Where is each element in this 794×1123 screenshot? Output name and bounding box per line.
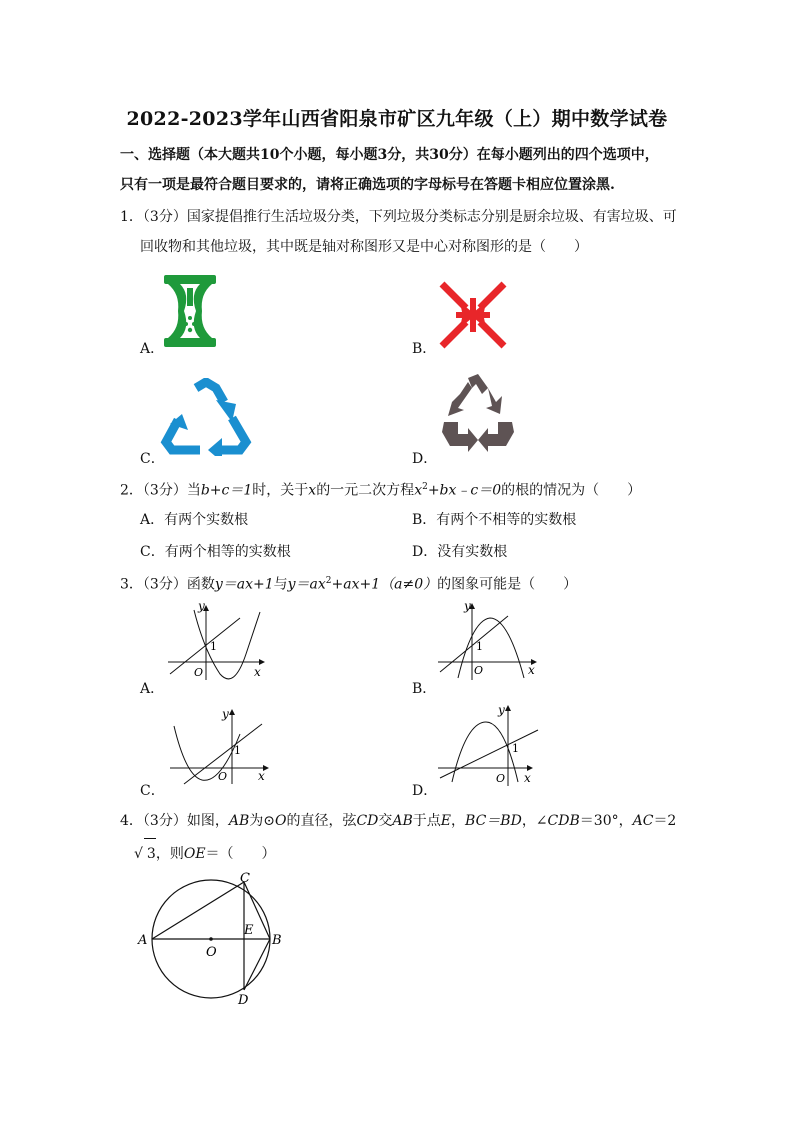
q3b-y-label: y bbox=[464, 600, 471, 613]
q2-option-b: B．有两个不相等的实数根 bbox=[412, 512, 577, 528]
question-3 bbox=[120, 566, 680, 600]
section-line-1: 一、选择题（本大题共10个小题，每小题3分，共30分）在每小题列出的四个选项中， bbox=[120, 147, 659, 163]
q3b-one-label: 1 bbox=[476, 640, 483, 653]
q3d-one-label: 1 bbox=[512, 742, 519, 755]
question-1 bbox=[120, 202, 680, 262]
q3-mid: 与 bbox=[273, 576, 288, 593]
question-4-line-2 bbox=[134, 838, 700, 869]
q2-mid2: 的一元二次方程 bbox=[316, 482, 415, 499]
q4-cd: CD bbox=[356, 813, 379, 829]
q3-condition: （a≠0） bbox=[380, 576, 438, 593]
q4-t8: ＝2 bbox=[653, 813, 677, 829]
recyclable-icon bbox=[160, 378, 252, 456]
q3b-x-label: x bbox=[528, 663, 535, 677]
q3c-x-label: x bbox=[258, 769, 265, 783]
q2-prefix: 2．（3分）当 bbox=[120, 482, 201, 499]
q3-option-a-label: A． bbox=[140, 681, 165, 697]
q3c-origin-label: O bbox=[218, 770, 228, 783]
q4-ac: AC bbox=[632, 813, 654, 829]
q3b-origin-label: O bbox=[474, 664, 484, 677]
q2-eq-exp: 2 bbox=[422, 482, 428, 492]
kitchen-waste-shape bbox=[164, 275, 216, 347]
q4-sqrt: √ 3 bbox=[144, 838, 156, 869]
q1-option-b-label: B． bbox=[412, 341, 437, 357]
q3a-one-label: 1 bbox=[210, 640, 217, 653]
q2-option-d: D．没有实数根 bbox=[412, 544, 508, 560]
q4-sqrt-value: 3 bbox=[146, 846, 156, 862]
segment-bd bbox=[244, 939, 270, 990]
q3-option-d-label: D． bbox=[412, 783, 438, 799]
q3-prefix: 3．（3分）函数 bbox=[120, 576, 215, 593]
point-e-label: E bbox=[244, 923, 254, 938]
q3a-y-label: y bbox=[198, 600, 205, 613]
q4-t5: ， bbox=[451, 813, 466, 829]
other-waste-icon bbox=[438, 374, 518, 460]
q2-option-c: C．有两个相等的实数根 bbox=[140, 544, 291, 560]
section-instructions bbox=[120, 140, 680, 200]
q3c-one-label: 1 bbox=[234, 744, 241, 757]
question-1-line-1: 1．（3分）国家提倡推行生活垃圾分类，下列垃圾分类标志分别是厨余垃圾、有害垃圾、可 bbox=[120, 209, 677, 225]
q3c-y-label: y bbox=[222, 707, 229, 721]
q3-func-2a: y＝ax bbox=[287, 576, 326, 593]
center-dot bbox=[209, 937, 213, 941]
hazardous-waste-icon bbox=[436, 278, 510, 352]
q4-o: O bbox=[274, 813, 287, 829]
q3-graph-c bbox=[164, 706, 276, 790]
q2-suffix: 的根的情况为（ ） bbox=[501, 482, 642, 499]
q3-func-1: y＝ax+1 bbox=[214, 576, 274, 593]
point-c-label: C bbox=[240, 871, 250, 886]
section-line-2: 只有一项是最符合题目要求的，请将正确选项的字母标号在答题卡相应位置涂黑. bbox=[120, 177, 615, 193]
q3-graph-b bbox=[432, 600, 544, 684]
q4-line2-rest: ，则 bbox=[155, 846, 184, 862]
q2-var: x bbox=[308, 482, 317, 499]
q4-ab: AB bbox=[228, 813, 250, 829]
q3-graph-d bbox=[432, 700, 544, 790]
q1-option-c-label: C． bbox=[140, 451, 165, 467]
q4-t3: 交 bbox=[378, 813, 393, 829]
q3-graph-a bbox=[160, 600, 272, 684]
q1-option-d-label: D． bbox=[412, 451, 438, 467]
q4-ab2: AB bbox=[392, 813, 413, 829]
q3d-x-label: x bbox=[524, 771, 531, 785]
q4-e: E bbox=[440, 813, 452, 829]
q3d-origin-label: O bbox=[496, 772, 506, 785]
q3a-x-label: x bbox=[254, 665, 261, 679]
q4-prefix: 4．（3分）如图， bbox=[120, 813, 229, 829]
point-b-label: B bbox=[272, 933, 282, 948]
q4-bc: BC＝BD bbox=[465, 813, 522, 829]
q2-eq-x: x bbox=[414, 482, 423, 499]
q4-oe: OE bbox=[183, 846, 206, 862]
kitchen-waste-icon bbox=[160, 272, 220, 350]
q3a-origin-label: O bbox=[194, 666, 204, 679]
q4-cdb: CDB bbox=[547, 813, 580, 829]
q2-eq-rest: +bx﹣c＝0 bbox=[427, 482, 502, 499]
q3-func-2-exp: 2 bbox=[325, 576, 332, 586]
question-2 bbox=[120, 472, 680, 506]
other-waste-shape bbox=[442, 374, 514, 452]
q4-t6: ，∠ bbox=[521, 813, 548, 829]
q3-option-c-label: C． bbox=[140, 783, 165, 799]
q3-option-b-label: B． bbox=[412, 681, 437, 697]
question-4 bbox=[120, 806, 680, 836]
segment-ac bbox=[152, 882, 244, 939]
q1-option-a-label: A． bbox=[140, 341, 165, 357]
q2-mid: 时，关于 bbox=[252, 482, 309, 499]
point-d-label: D bbox=[238, 993, 249, 1008]
q3d-y-label: y bbox=[498, 703, 505, 717]
q4-line2-end: ＝（ ） bbox=[205, 846, 276, 862]
q4-t7: ＝30°， bbox=[579, 813, 633, 829]
q4-t2: 的直径，弦 bbox=[286, 813, 357, 829]
q2-option-a: A．有两个实数根 bbox=[140, 512, 249, 528]
q3-func-2b: +ax+1 bbox=[331, 576, 381, 593]
q4-t1: 为⊙ bbox=[249, 813, 275, 829]
recyclable-shape bbox=[166, 382, 246, 450]
q4-circle-figure bbox=[134, 870, 294, 1010]
point-a-label: A bbox=[138, 933, 148, 948]
question-1-line-2: 回收物和其他垃圾，其中既是轴对称图形又是中心对称图形的是（ ） bbox=[140, 239, 588, 255]
q2-condition: b+c＝1 bbox=[200, 482, 253, 499]
q3-suffix: 的图象可能是（ ） bbox=[437, 576, 578, 593]
q4-t4: 于点 bbox=[412, 813, 441, 829]
page-title: 2022-2023学年山西省阳泉市矿区九年级（上）期中数学试卷 bbox=[126, 108, 668, 130]
point-o-label: O bbox=[206, 945, 217, 960]
